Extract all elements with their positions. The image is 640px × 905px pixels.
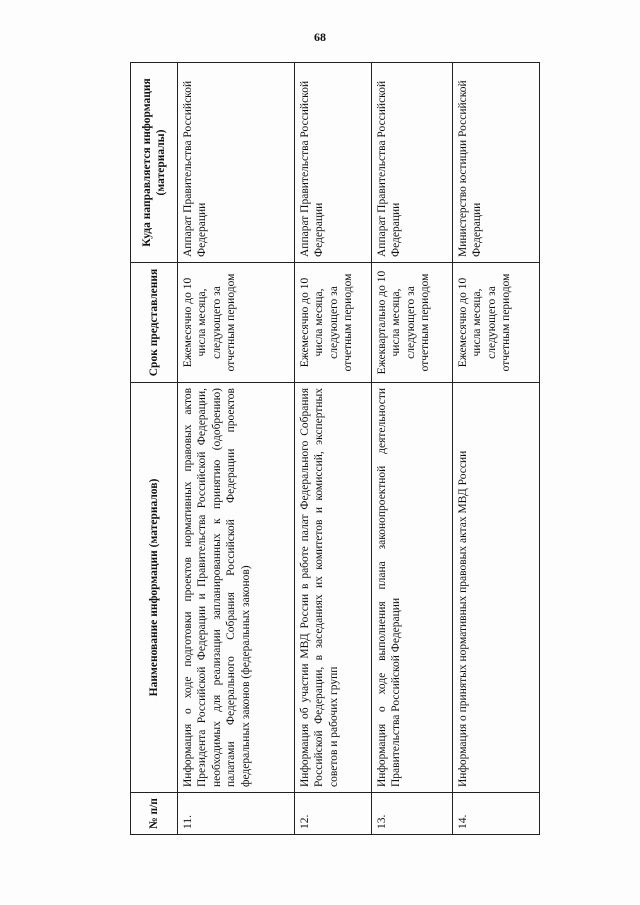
row-num: 13.	[372, 793, 453, 835]
table-header-row	[131, 63, 178, 835]
row-term: Ежемесячно до 10 числа месяца, следующего за отчетным периодом	[295, 263, 372, 383]
row-name: Информация об участии МВД России в работе палат Федерального Собрания Российской Федерации, в заседаниях их комитетов и комиссий, экспертных советов и рабочих групп	[295, 383, 372, 793]
row-name: Информация о принятых нормативных правовых актах МВД России	[453, 383, 540, 793]
row-num: 11.	[178, 793, 295, 835]
row-destination: Министерство юстиции Российской Федерации	[453, 63, 540, 263]
header-num: № п/п	[131, 793, 178, 835]
table-row	[372, 63, 453, 835]
row-term: Ежемесячно до 10 числа месяца, следующего за отчетным периодом	[178, 263, 295, 383]
header-term: Срок представления	[131, 263, 178, 383]
information-table	[130, 62, 540, 835]
row-name: Информация о ходе выполнения плана законопроектной деятельности Правительства Российской Федерации	[372, 383, 453, 793]
table-row	[295, 63, 372, 835]
table-row	[178, 63, 295, 835]
row-num: 14.	[453, 793, 540, 835]
header-name: Наименование информации (материалов)	[131, 383, 178, 793]
row-term: Ежеквартально до 10 числа месяца, следующего за отчетным периодом	[372, 263, 453, 383]
page-number: 68	[314, 30, 326, 44]
header-destination: Куда направляется информация (материалы)	[131, 63, 178, 263]
table-row	[453, 63, 540, 835]
row-destination: Аппарат Правительства Российской Федерации	[295, 63, 372, 263]
row-name: Информация о ходе подготовки проектов нормативных правовых актов Президента Российской Федерации и Правительства Российской Федерации, необходимых для реализации запланированных к принятию (одобрению) палатами Федерального Собрания Российской Федерации проектов федеральных законов (федеральных законов)	[178, 383, 295, 793]
row-term: Ежемесячно до 10 числа месяца, следующего за отчетным периодом	[453, 263, 540, 383]
row-destination: Аппарат Правительства Российской Федерации	[372, 63, 453, 263]
rotated-table-area	[130, 63, 523, 835]
row-destination: Аппарат Правительства Российской Федерации	[178, 63, 295, 263]
row-num: 12.	[295, 793, 372, 835]
